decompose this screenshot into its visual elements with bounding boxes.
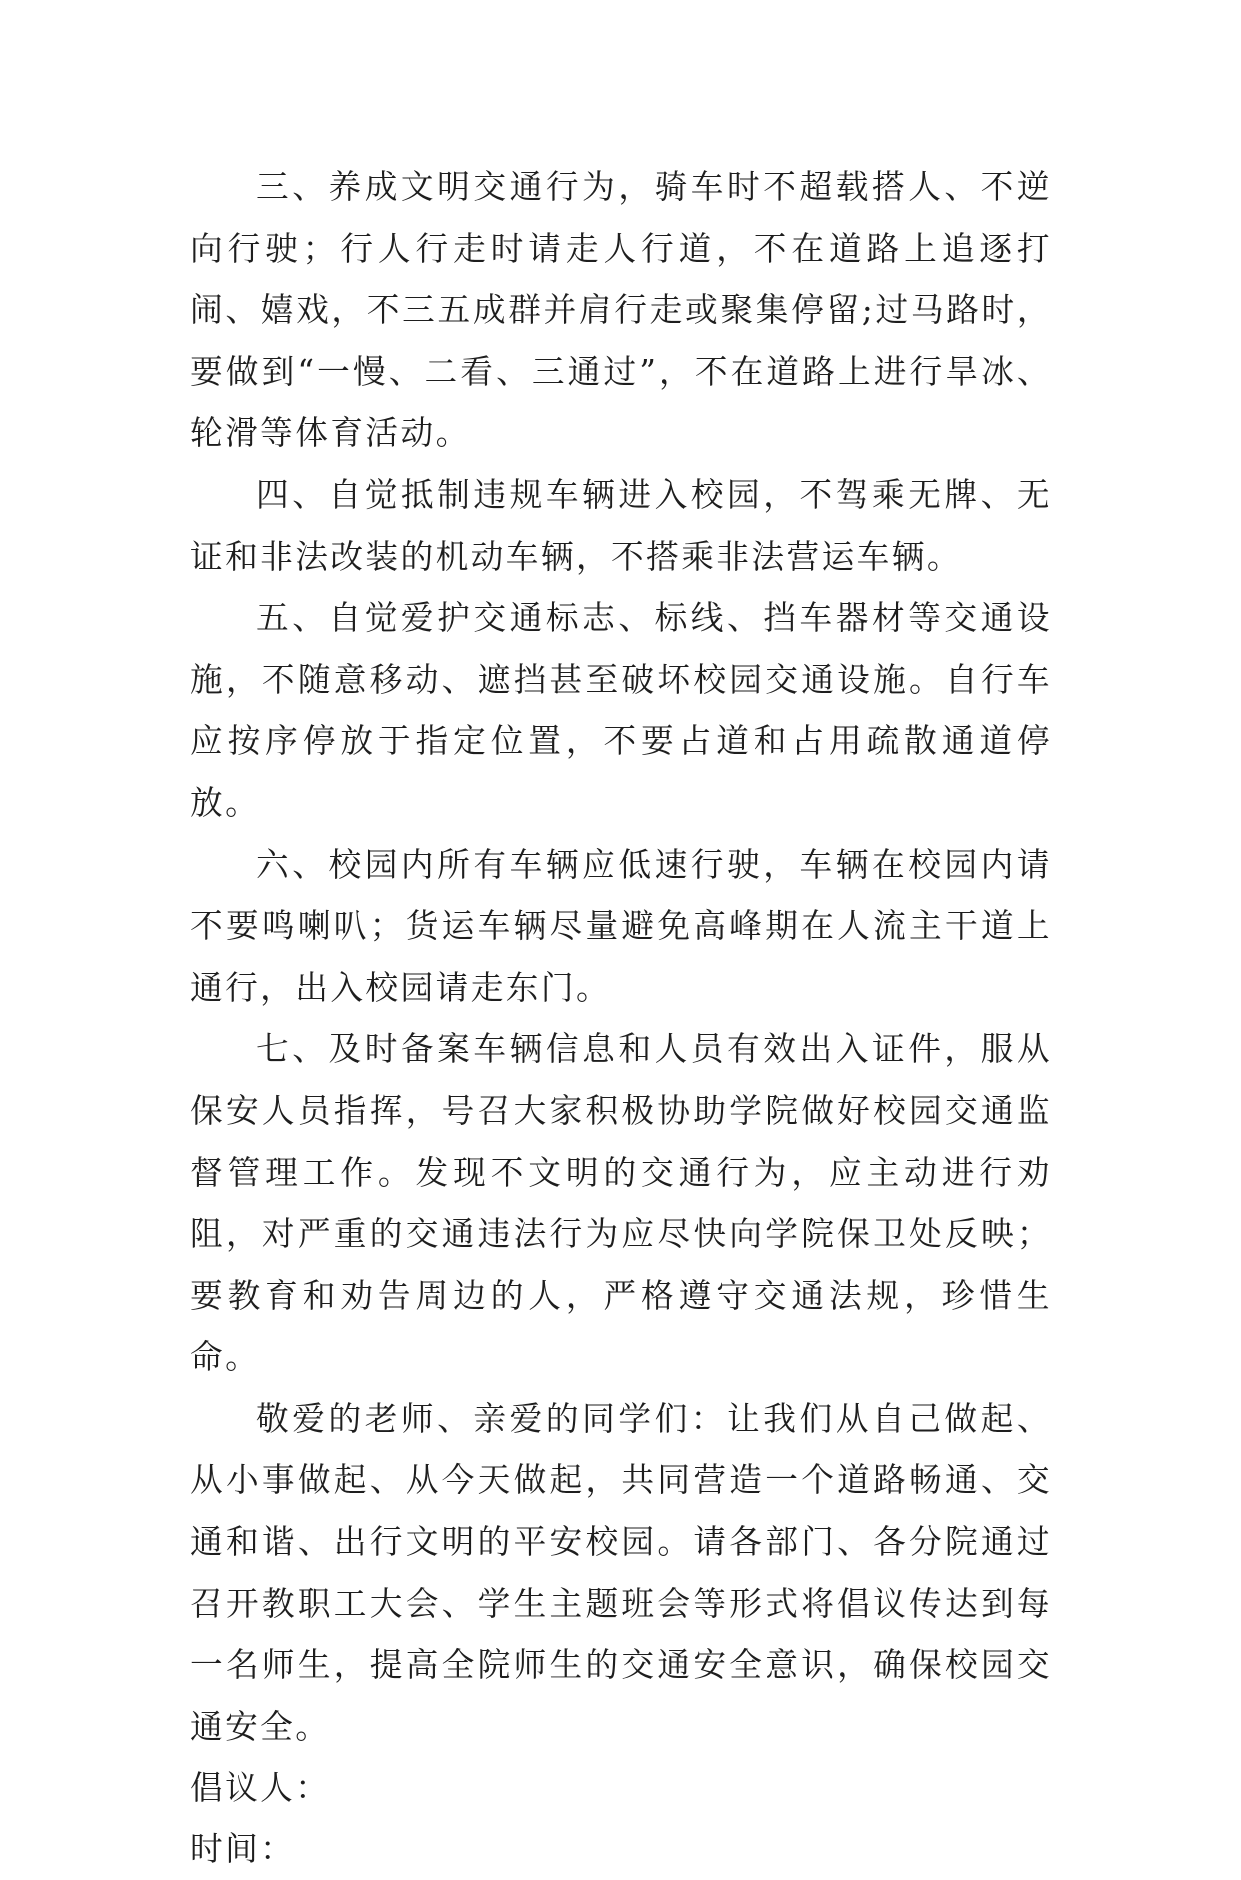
paragraph-item-6: 六、校园内所有车辆应低速行驶，车辆在校园内请不要鸣喇叭；货运车辆尽量避免高峰期在人流主干道上通行，出入校园请走东门。 bbox=[190, 845, 1052, 1007]
paragraph-item-4: 四、自觉抵制违规车辆进入校园，不驾乘无牌、无证和非法改装的机动车辆，不搭乘非法营运车辆。 bbox=[190, 475, 1052, 576]
closing-paragraph: 敬爱的老师、亲爱的同学们：让我们从自己做起、从小事做起、从今天做起，共同营造一个道路畅通、交通和谐、出行文明的平安校园。请各部门、各分院通过召开教职工大会、学生主题班会等形式将倡议传达到每一名师生，提高全院师生的交通安全意识，确保校园交通安全。 bbox=[190, 1399, 1052, 1746]
document-body bbox=[190, 157, 1052, 1880]
paragraph-item-3: 三、养成文明交通行为，骑车时不超载搭人、不逆向行驶；行人行走时请走人行道，不在道路上追逐打闹、嬉戏，不三五成群并肩行走或聚集停留;过马路时，要做到“一慢、二看、三通过”，不在道路上进行旱冰、轮滑等体育活动。 bbox=[190, 168, 1052, 453]
date-label: 时间： bbox=[190, 1830, 296, 1869]
paragraph-item-7: 七、及时备案车辆信息和人员有效出入证件，服从保安人员指挥，号召大家积极协助学院做好校园交通监督管理工作。发现不文明的交通行为，应主动进行劝阻，对严重的交通违法行为应尽快向学院保卫处反映；要教育和劝告周边的人，严格遵守交通法规，珍惜生命。 bbox=[190, 1030, 1052, 1377]
proposer-label: 倡议人： bbox=[190, 1769, 331, 1808]
paragraph-item-5: 五、自觉爱护交通标志、标线、挡车器材等交通设施，不随意移动、遮挡甚至破坏校园交通设施。自行车应按序停放于指定位置，不要占道和占用疏散通道停放。 bbox=[190, 599, 1052, 822]
